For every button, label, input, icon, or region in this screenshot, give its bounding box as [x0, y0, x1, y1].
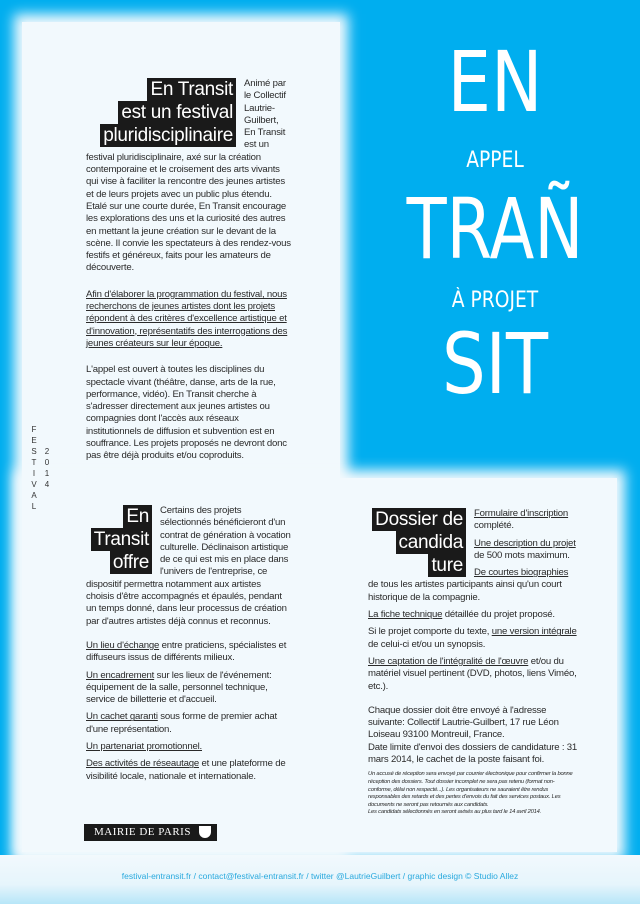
heading-line: candida	[396, 531, 466, 554]
side-digit: 4	[44, 480, 50, 489]
dossier-fine-print: Un accusé de réception sera envoyé par courrier électronique pour confirmer la bonne réception des dossiers. Tout dossier incomplet ne sera pas retenu (format non-conforme, délai non respecté...). Les organisateurs ne sauraient être rendus responsables des retards et des pertes d'envois du fait des services postaux. Les documents ne seront pas retournés aux candidats.	[368, 771, 573, 808]
item-link: Un encadrement	[86, 669, 155, 681]
intro-search-text: Afin d'élaborer la programmation du festival, nous recherchons de jeunes artistes dont les projets répondent à des critères d'excellence artistique et d'innovation, représentatifs des interrogations des jeunes créateurs sur leur époque.	[86, 288, 288, 349]
intro-body: pluridisciplinaire, axé sur la création contemporaine et le croisement des arts vivants qui vise à faciliter la rencontre des jeunes artistes et de leurs projets avec un public plus étendu. Etalé sur une courte durée, En Transit encourage les explorations des uns et la curiosité des autres en mettant la jeune création sur le devant de la scène. Il convie les spectateurs à des rendez-vous festifs et généreux, faits pour les amateurs de découverte.	[86, 151, 291, 274]
heading-line: Transit	[91, 528, 152, 551]
footer-twitter-link[interactable]: twitter @LautrieGuilbert	[310, 871, 401, 881]
side-letter: I	[32, 469, 36, 478]
intro-side-text: Animé par le Collectif Lautrie-Guilbert, En Transit est un festival	[86, 78, 286, 163]
footer	[0, 871, 640, 881]
side-letter: S	[31, 447, 37, 456]
intro-heading	[86, 78, 236, 147]
side-letter: E	[31, 436, 37, 445]
dossier-item	[368, 656, 578, 693]
offer-heading	[86, 505, 152, 574]
item-link: De courtes biographies	[474, 567, 569, 579]
heading-line: est un festival	[118, 101, 236, 124]
side-digit: 0	[44, 458, 50, 467]
item-link: Des activités de réseautage	[86, 758, 199, 770]
item-text: Si le projet comporte du texte,	[368, 626, 492, 638]
heading-line: ture	[428, 554, 466, 577]
dossier-section	[368, 508, 578, 822]
offer-item	[86, 741, 291, 753]
dossier-deadline: Date limite d'envoi des dossiers de candidature : 31 mars 2014, le cachet de la poste faisant foi.	[368, 741, 578, 766]
footer-email-link[interactable]: contact@festival-entransit.fr	[198, 871, 304, 881]
offer-item	[86, 711, 291, 736]
item-text: complété.	[474, 520, 514, 532]
footer-site-link[interactable]: festival-entransit.fr	[121, 871, 192, 881]
separator: /	[306, 871, 309, 881]
separator: /	[402, 871, 406, 881]
item-text: de 500 mots maximum.	[474, 549, 570, 561]
item-text: détaillée du projet proposé.	[442, 609, 555, 621]
side-label-year	[43, 446, 51, 490]
item-text: entre praticiens, spécialistes et diffuseurs issus de différents milieux.	[86, 639, 287, 664]
item-link: Formulaire d'inscription	[474, 508, 569, 519]
side-letter: T	[31, 458, 37, 467]
item-link: Un partenariat promotionnel.	[86, 741, 202, 753]
offer-section	[86, 505, 291, 788]
item-link: Un lieu d'échange	[86, 639, 160, 651]
item-text: de celui-ci et/ou un synopsis.	[368, 638, 486, 650]
item-link: Une description du projet	[474, 537, 576, 549]
intro-call-text: L'appel est ouvert à toutes les disciplines du spectacle vivant (théâtre, danse, arts de la rue, performance, vidéo). En Transit cherche à s'adresser directement aux jeunes artistes ou compagnies dont l'accès aux réseaux institutionnels de diffusion et subvention est en souffrance. Les projets proposés ne devront donc pas être déjà produits et/ou coproduits.	[86, 364, 287, 462]
side-digit: 2	[44, 447, 50, 456]
title-tran: TRAÑ	[406, 180, 584, 278]
title-en: EN	[447, 33, 543, 131]
title-sit: SIT	[441, 315, 549, 413]
offer-item	[86, 758, 291, 783]
side-letter: V	[31, 480, 37, 489]
dossier-fine-print-2: Les candidats sélectionnés en seront avisés au plus tard le 14 avril 2014.	[368, 809, 542, 816]
side-letter: F	[31, 425, 37, 434]
item-text: et une plateforme de visibilité locale, nationale et internationale.	[86, 758, 286, 782]
offer-list	[86, 628, 291, 783]
subtitle-appel: APPEL	[466, 148, 524, 173]
item-link: Un cachet garanti	[86, 711, 158, 723]
paris-ship-icon	[199, 826, 211, 838]
offer-side-text: Certains des projets sélectionnés bénéficieront d'un contrat de génération à vocation culturelle. Déclinaison artistique de ce qui est mis en place dans l'univers de l'entreprise, ce	[160, 505, 291, 578]
heading-line: offre	[110, 551, 152, 574]
item-link: Une captation de l'intégralité de l'œuvre	[368, 655, 529, 667]
offer-item	[86, 670, 291, 707]
separator: /	[193, 871, 196, 881]
side-digit: 1	[44, 469, 50, 478]
offer-item	[86, 640, 291, 665]
footer-credit: graphic design © Studio Allez	[407, 871, 519, 881]
subtitle-a-projet: À PROJET	[451, 288, 539, 313]
heading-line: Dossier de	[372, 508, 466, 531]
dossier-item	[368, 609, 578, 621]
heading-line: pluridisciplinaire	[100, 124, 236, 147]
heading-line: En	[123, 505, 152, 528]
side-letter: A	[31, 491, 37, 500]
item-text: et/ou du matériel visuel pertinent (DVD, photos, liens Viméo, etc.).	[368, 655, 577, 692]
sponsor-name: MAIRIE DE PARIS	[94, 826, 191, 838]
heading-line: En Transit	[147, 78, 236, 101]
mairie-de-paris-logo	[84, 824, 217, 841]
dossier-address: Chaque dossier doit être envoyé à l'adresse suivante: Collectif Lautrie-Guilbert, 17 rue Léon Loiseau 93100 Montreuil, France.	[368, 704, 559, 741]
item-text: de tous les artistes participants ainsi qu'un court historique de la compagnie.	[368, 579, 562, 603]
dossier-item	[368, 626, 578, 651]
item-link: une version intégrale	[491, 626, 577, 638]
dossier-heading	[368, 508, 466, 577]
side-letter: L	[31, 502, 37, 511]
intro-section	[86, 78, 291, 468]
item-link: La fiche technique	[368, 609, 443, 621]
side-label-festival	[30, 424, 38, 512]
offer-body: dispositif permettra notamment aux artistes choisis d'être accompagnés et épaulés, pendant un temps donné, dans leur processus de création par d'autres artistes déjà connus et reconnus.	[86, 578, 287, 627]
item-text: sous forme de premier achat d'une représentation.	[86, 711, 277, 735]
item-text: sur les lieux de l'événement: équipement de la salle, personnel technique, service de billetterie et d'accueil.	[86, 669, 272, 706]
